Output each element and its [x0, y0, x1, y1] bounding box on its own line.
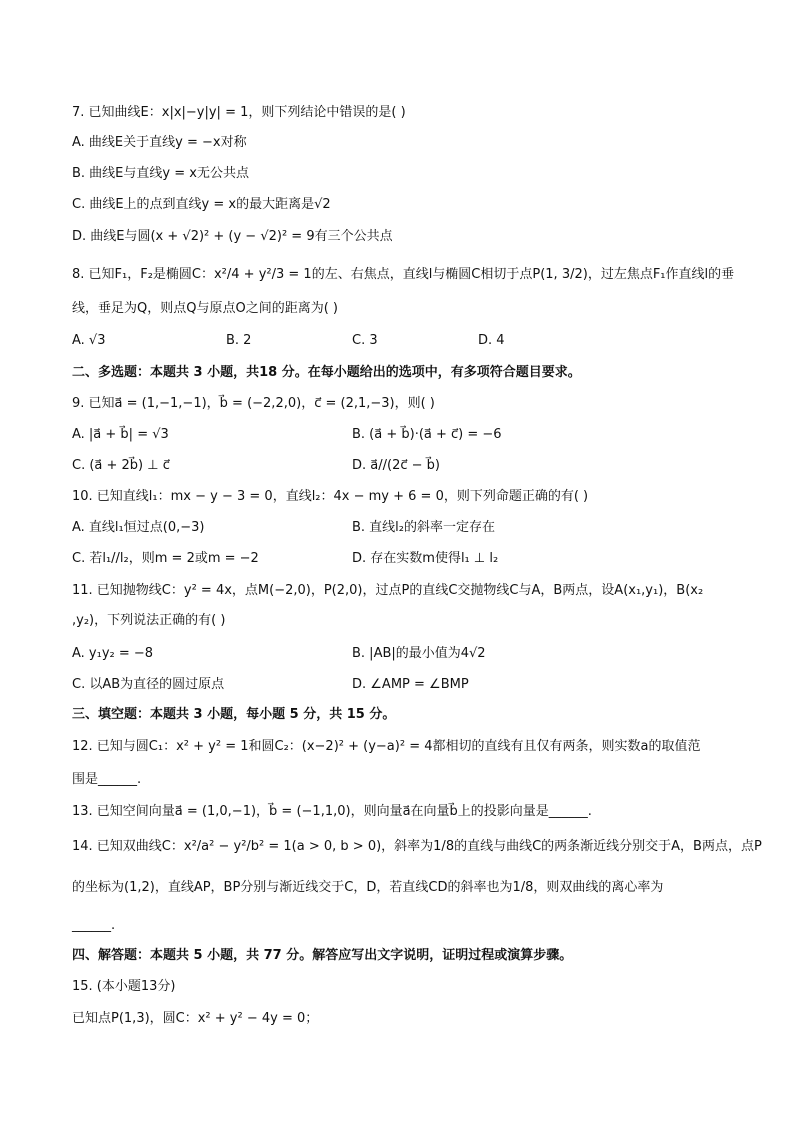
question-8-option-b: B. 2	[226, 333, 252, 348]
question-12-stem-line2: 围是______.	[72, 772, 142, 787]
question-9-option-b: B. (a⃗ + b⃗)·(a⃗ + c⃗) = −6	[352, 427, 502, 442]
question-12-stem-line1: 12. 已知与圆C₁：x² + y² = 1和圆C₂：(x−2)² + (y−a)² = 4都相切的直线有且仅有两条，则实数a的取值范	[72, 739, 701, 754]
question-8-option-a: A. √3	[72, 333, 106, 348]
question-11-stem-line1: 11. 已知抛物线C：y² = 4x，点M(−2,0)，P(2,0)，过点P的直线C交抛物线C与A，B两点，设A(x₁,y₁)，B(x₂	[72, 583, 704, 598]
question-9-stem: 9. 已知a⃗ = (1,−1,−1)，b⃗ = (−2,2,0)，c⃗ = (2,1,−3)，则( )	[72, 396, 435, 411]
question-13-stem: 13. 已知空间向量a⃗ = (1,0,−1)，b⃗ = (−1,1,0)，则向量a⃗在向量b⃗上的投影向量是______.	[72, 804, 592, 819]
question-8-stem-line1: 8. 已知F₁，F₂是椭圆C：x²/4 + y²/3 = 1的左、右焦点，直线l与椭圆C相切于点P(1, 3/2)，过左焦点F₁作直线l的垂	[72, 267, 735, 282]
question-11-option-c: C. 以AB为直径的圆过原点	[72, 677, 225, 692]
question-7-option-b: B. 曲线E与直线y = x无公共点	[72, 166, 249, 181]
section-2-heading: 二、多选题：本题共 3 小题，共18 分。在每小题给出的选项中，有多项符合题目要求。	[72, 365, 581, 380]
section-3-heading: 三、填空题：本题共 3 小题，每小题 5 分，共 15 分。	[72, 707, 396, 722]
question-9-option-a: A. |a⃗ + b⃗| = √3	[72, 427, 169, 442]
question-15-title: 15. (本小题13分)	[72, 979, 176, 994]
question-9-option-c: C. (a⃗ + 2b⃗) ⊥ c⃗	[72, 458, 170, 473]
question-11-option-b: B. |AB|的最小值为4√2	[352, 646, 486, 661]
question-7-option-d: D. 曲线E与圆(x + √2)² + (y − √2)² = 9有三个公共点	[72, 229, 393, 244]
question-7-stem: 7. 已知曲线E：x|x|−y|y| = 1，则下列结论中错误的是( )	[72, 105, 406, 120]
question-14-stem-line3: ______.	[72, 918, 116, 933]
question-10-option-c: C. 若l₁//l₂，则m = 2或m = −2	[72, 551, 259, 566]
question-9-option-d: D. a⃗//(2c⃗ − b⃗)	[352, 458, 440, 473]
question-14-stem-line1: 14. 已知双曲线C：x²/a² − y²/b² = 1(a > 0, b > 0)，斜率为1/8的直线与曲线C的两条渐近线分别交于A，B两点，点P	[72, 839, 762, 854]
question-10-option-b: B. 直线l₂的斜率一定存在	[352, 520, 496, 535]
question-7-option-a: A. 曲线E关于直线y = −x对称	[72, 135, 247, 150]
question-8-option-d: D. 4	[478, 333, 505, 348]
question-10-stem: 10. 已知直线l₁：mx − y − 3 = 0，直线l₂：4x − my + 6 = 0，则下列命题正确的有( )	[72, 489, 589, 504]
question-11-stem-line2: ,y₂)，下列说法正确的有( )	[72, 613, 226, 628]
question-10-option-d: D. 存在实数m使得l₁ ⊥ l₂	[352, 551, 499, 566]
section-4-heading: 四、解答题：本题共 5 小题，共 77 分。解答应写出文字说明，证明过程或演算步骤。	[72, 948, 573, 963]
question-10-option-a: A. 直线l₁恒过点(0,−3)	[72, 520, 205, 535]
question-14-stem-line2: 的坐标为(1,2)，直线AP，BP分别与渐近线交于C，D，若直线CD的斜率也为1/8，则双曲线的离心率为	[72, 880, 664, 895]
question-7-option-c: C. 曲线E上的点到直线y = x的最大距离是√2	[72, 197, 331, 212]
question-11-option-a: A. y₁y₂ = −8	[72, 646, 154, 661]
question-8-option-c: C. 3	[352, 333, 378, 348]
question-15-stem: 已知点P(1,3)，圆C：x² + y² − 4y = 0；	[72, 1011, 319, 1026]
question-8-stem-line2: 线，垂足为Q，则点Q与原点O之间的距离为( )	[72, 301, 338, 316]
question-11-option-d: D. ∠AMP = ∠BMP	[352, 677, 469, 692]
